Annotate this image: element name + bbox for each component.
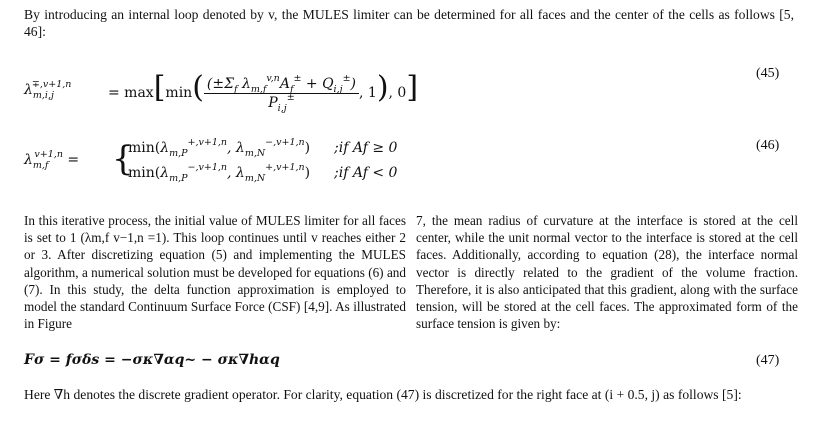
right-column-paragraph: 7, the mean radius of curvature at the interface is stored at the cell center, while the unit normal vector to the interface is stored at the cell faces. Additionally, according to equation (28), the interface normal vector is directly related to the gradient of the volume fraction. Therefore, it is also anticipated that this gradient, along with the surface tension, will be stored at the cell faces. The approximated form of the surface tension is given by:	[416, 213, 798, 332]
eq47-number: (47)	[756, 353, 780, 368]
eq45-lhs: $\lambda_{m,i,j}^{\mp,v+1,n}$	[24, 79, 72, 101]
eq45-number: (45)	[756, 66, 780, 81]
eq46-lhs: $\lambda_{m,f}^{v+1,n}$ =	[24, 149, 80, 171]
eq46-brace: {	[112, 139, 134, 179]
eq47-formula: Fσ = fσδs = −σκ∇αq~ − σκ∇hαq	[24, 352, 280, 368]
eq45-rhs: = max[min( $\frac{(\pm\Sigma_f \lambda_{m,f}^{v,n}A_f^\pm + Q_{i,j}^\pm)}{P_{i,j}^\pm}$ , 1), 0]	[108, 70, 419, 114]
closing-paragraph: Here ∇h denotes the discrete gradient operator. For clarity, equation (47) is discretized for the right face at (i + 0.5, j) as follows [5]:	[24, 387, 742, 402]
left-column-paragraph: In this iterative process, the initial value of MULES limiter for all faces is set to 1 (λm,f v−1,n =1). This loop continues until v reaches either 2 or 3. After discretizing equation (5) and implementing the MULES algorithm, a numerical solution must be developed for equations (6) and (7). In this study, the delta function approximation is employed to model the standard Continuum Surface Force (CSF) [4,9]. As illustrated in Figure	[24, 213, 406, 332]
eq46-cond2: ;if Af < 0	[334, 165, 398, 181]
eq46-case1: $\min(\lambda_{m,P}^{+,v+1,n}$, $\lambda_{m,N}^{-,v+1,n}$)	[128, 137, 311, 159]
eq46-case2: $\min(\lambda_{m,P}^{-,v+1,n}$, $\lambda_{m,N}^{+,v+1,n}$)	[128, 162, 311, 184]
eq46-cond1: ;if Af ≥ 0	[334, 140, 398, 156]
intro-paragraph: By introducing an internal loop denoted by v, the MULES limiter can be determined for all faces and the center of the cells as follows [5, 46]:	[24, 7, 794, 39]
eq46-number: (46)	[756, 138, 780, 153]
